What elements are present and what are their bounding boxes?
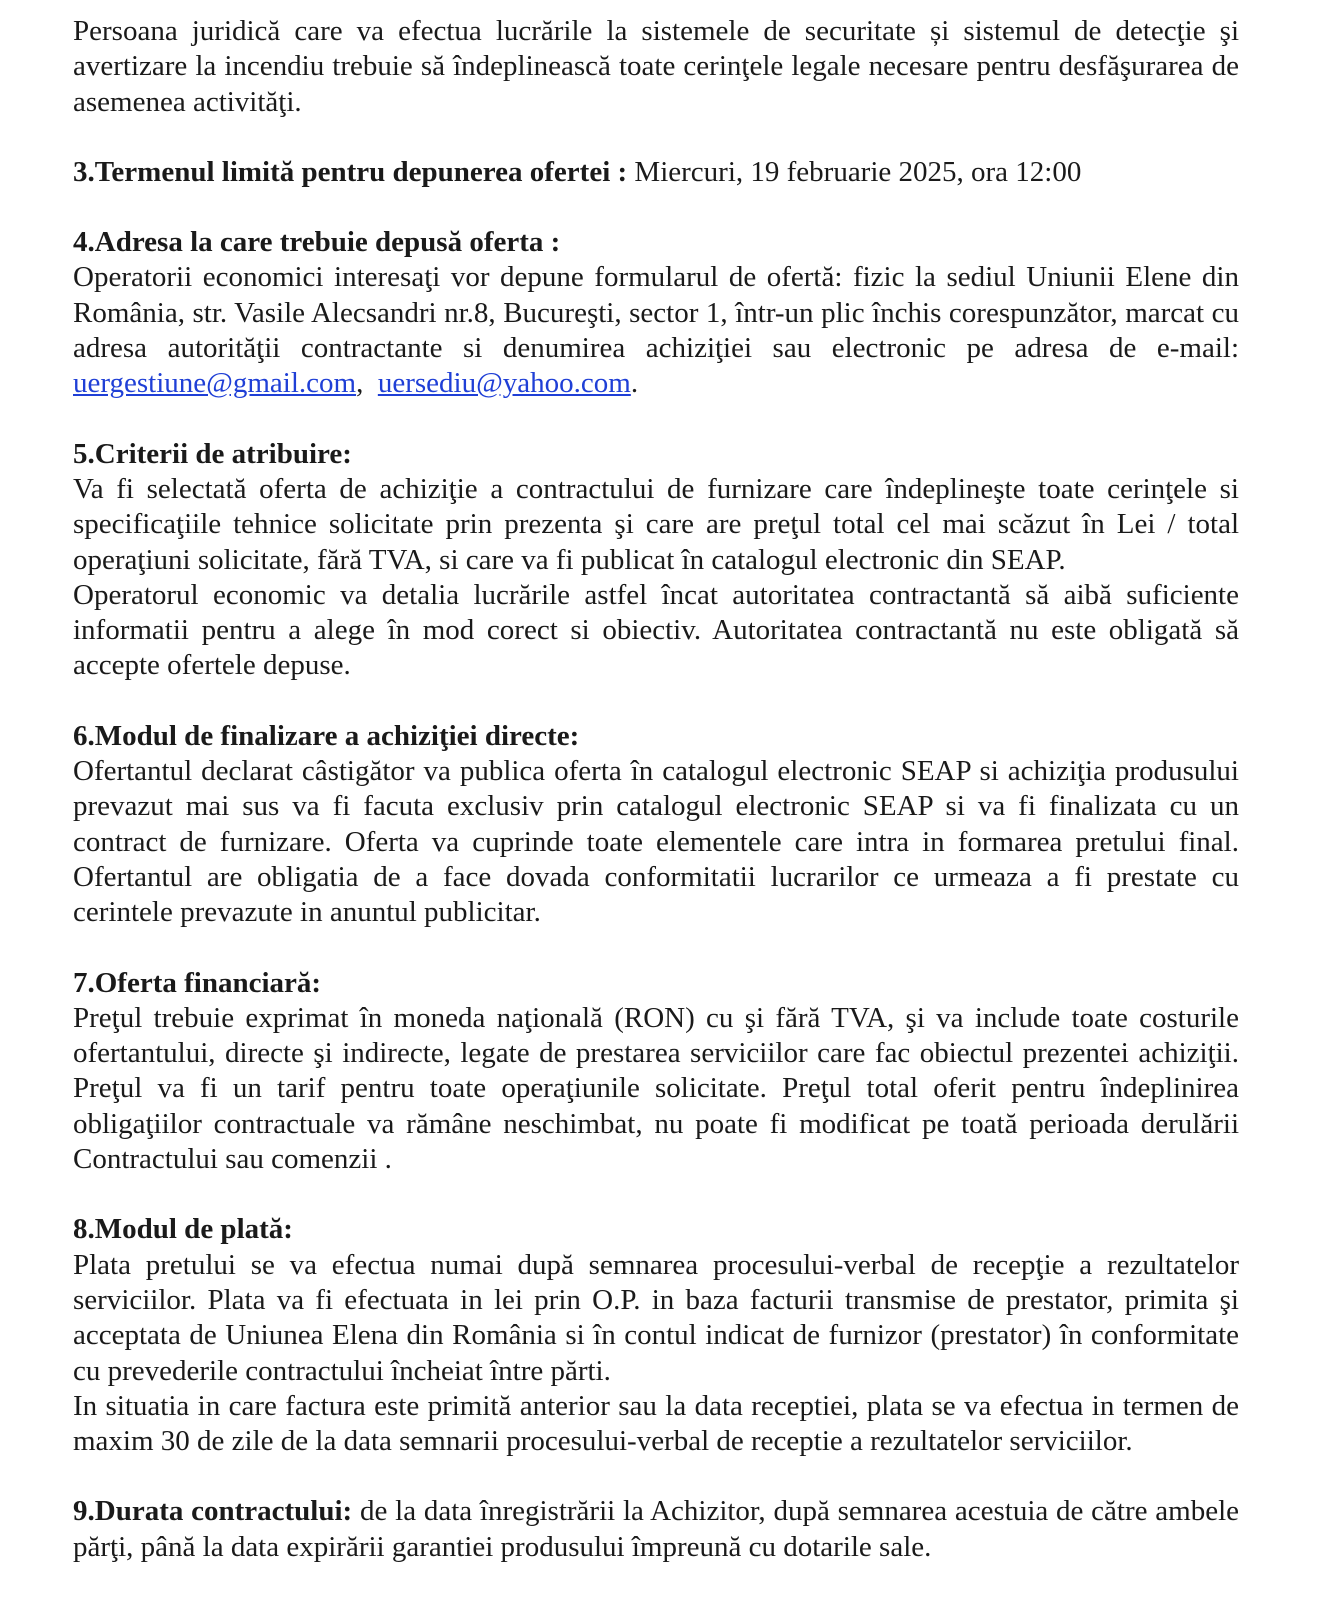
intro-paragraph: Persoana juridică care va efectua lucrările la sistemele de securitate și sistemul de detecţie şi avertizare la incendiu trebuie să îndeplinească toate cerinţele legale necesare pentru desfăşurarea de asemenea activităţi. [73, 15, 1239, 118]
section-6-finalization [73, 719, 1239, 931]
section-3-heading: 3.Termenul limită pentru depunerea ofertei : [73, 155, 628, 188]
section-5-criteria [73, 437, 1239, 684]
section-4-heading: 4.Adresa la care trebuie depusă oferta : [73, 226, 561, 259]
email-link-uergestiune[interactable]: uergestiune@gmail.com [73, 367, 357, 400]
section-4-paragraph [73, 260, 1239, 401]
section-7-financial-offer [73, 966, 1239, 1178]
section-9-text: de la data înregistrării la Achizitor, după semnarea acestuia de către ambele părţi, până la data expirării garantiei produsului împreună cu dotarile sale. [73, 1495, 1239, 1563]
section-3-deadline [73, 155, 1239, 190]
section-6-heading: 6.Modul de finalizare a achiziţiei directe: [73, 719, 580, 752]
email-separator: , [356, 367, 378, 400]
section-7-heading: 7.Oferta financiară: [73, 966, 322, 999]
section-5-paragraph-1: Va fi selectată oferta de achiziţie a contractului de furnizare care îndeplineşte toate cerinţele si specificaţiile tehnice solicitate prin prezenta şi care are preţul total cel mai scăzut în Lei / total operaţiuni solicitate, fără TVA, si care va fi publicat în catalogul electronic din SEAP. [73, 472, 1239, 576]
section-4-end: . [630, 367, 639, 400]
email-link-uersediu[interactable]: uersediu@yahoo.com [377, 367, 631, 400]
section-6-paragraph: Ofertantul declarat câstigător va publica oferta în catalogul electronic SEAP si achiziţia produsului prevazut mai sus va fi facuta exclusiv prin catalogul electronic SEAP si va fi finalizata cu un contract de furnizare. Oferta va cuprinde toate elementele care intra in formarea pretului final. Ofertantul are obligatia de a face dovada conformitatii lucrarilor ce urmeaza a fi prestate cu cerintele prevazute in anuntul publicitar. [73, 755, 1239, 929]
section-8-paragraph-1: Plata pretului se va efectua numai după semnarea procesului-verbal de recepţie a rezultatelor serviciilor. Plata va fi efectuata in lei prin O.P. in baza facturii transmise de prestator, primita şi acceptata de Uniunea Elena din România si în contul indicat de furnizor (prestator) în conformitate cu prevederile contractului încheiat între părti. [73, 1248, 1239, 1387]
section-9-duration [73, 1494, 1239, 1565]
section-8-paragraph-2: In situatia in care factura este primită anterior sau la data receptiei, plata se va efectua in termen de maxim 30 de zile de la data semnarii procesului-verbal de receptie a rezultatelor serviciilor. [73, 1389, 1239, 1458]
document-page [73, 14, 1239, 1565]
section-8-heading: 8.Modul de plată: [73, 1213, 293, 1246]
section-5-paragraph-2: Operatorul economic va detalia lucrările astfel încat autoritatea contractantă să aibă suficiente informatii pentru a alege în mod corect si obiectiv. Autoritatea contractantă nu este obligată să accepte ofertele depuse. [73, 578, 1239, 682]
section-4-address [73, 225, 1239, 401]
section-4-text: Operatorii economici interesaţi vor depune formularul de ofertă: fizic la sediul Uniunii Elene din România, str. Vasile Alecsandri nr.8, Bucureşti, sector 1, într-un plic închis corespunzător, marcat cu adresa autorităţii contractante si denumirea achiziţiei sau electronic pe adresa de e-mail: [73, 261, 1239, 365]
section-5-heading: 5.Criterii de atribuire: [73, 437, 352, 470]
section-9-heading: 9.Durata contractului: [73, 1495, 353, 1528]
section-7-paragraph: Preţul trebuie exprimat în moneda naţională (RON) cu şi fără TVA, şi va include toate costurile ofertantului, directe şi indirecte, legate de prestarea serviciilor care fac obiectul prezentei achiziţii. Preţul va fi un tarif pentru toate operaţiunile solicitate. Preţul total oferit pentru îndeplinirea obligaţiilor contractuale va rămâne neschimbat, nu poate fi modificat pe toată perioada derulării Contractului sau comenzii . [73, 1001, 1239, 1176]
section-8-payment [73, 1212, 1239, 1459]
section-3-deadline-value: Miercuri, 19 februarie 2025, ora 12:00 [627, 155, 1082, 188]
